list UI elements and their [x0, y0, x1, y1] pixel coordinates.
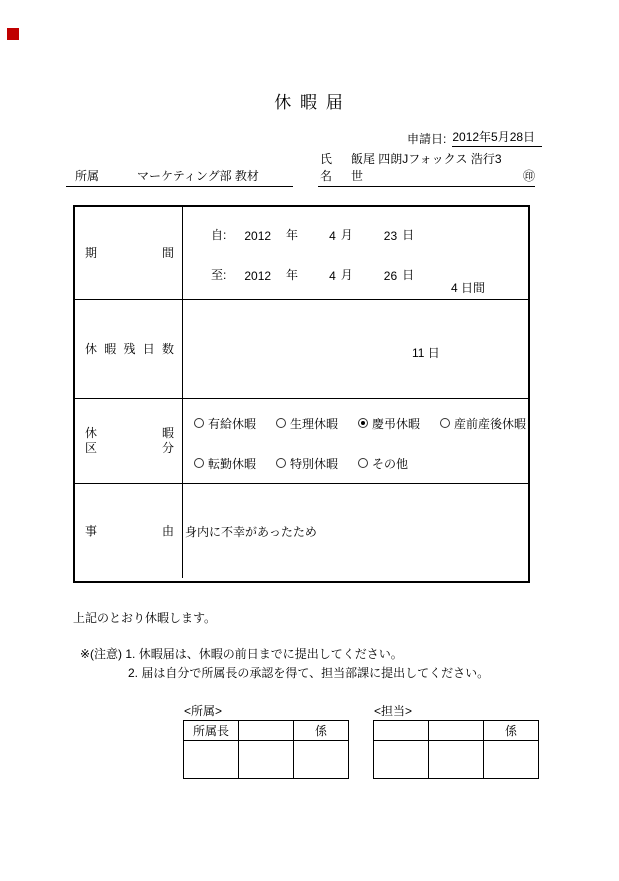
approval-header-cell [374, 721, 429, 741]
radio-icon[interactable] [440, 418, 450, 428]
stamp-cell [429, 741, 484, 779]
radio-option-maternity-leave[interactable]: 産前産後休暇 [440, 415, 526, 432]
radio-icon-selected[interactable] [358, 418, 368, 428]
application-date-label: 申請日: [407, 132, 447, 146]
department-field[interactable] [66, 168, 293, 187]
reason-label: 事由 [75, 484, 183, 578]
application-date-field[interactable] [407, 128, 542, 147]
red-marker [7, 28, 19, 40]
closing-statement: 上記のとおり休暇します。 [73, 611, 217, 625]
department-approval-title: <所属> [184, 704, 223, 718]
radio-option-transfer-leave[interactable]: 転勤休暇 [194, 455, 256, 472]
approval-header-cell: 係 [294, 721, 349, 741]
period-to-day: 26 [383, 269, 398, 283]
period-from-year: 2012 [244, 229, 272, 243]
period-to-month: 4 [329, 269, 336, 283]
remaining-days-cell[interactable] [183, 300, 528, 398]
approval-header-cell: 係 [484, 721, 539, 741]
radio-option-menstrual-leave[interactable]: 生理休暇 [276, 415, 338, 432]
category-options-row-2 [183, 455, 528, 471]
leave-form-table [73, 205, 530, 583]
radio-icon[interactable] [276, 418, 286, 428]
leave-category-label: 休暇 区分 [75, 399, 183, 483]
stamp-cell [374, 741, 429, 779]
name-label: 氏名 [320, 152, 333, 183]
seal-icon: ㊞ [522, 169, 535, 183]
period-from-month: 4 [329, 229, 336, 243]
period-to-line: 至: 2012 年 4 月 26 日 [211, 268, 415, 283]
leave-category-cell [183, 399, 528, 483]
staff-approval-title: <担当> [374, 704, 413, 718]
remaining-days-row [75, 299, 528, 398]
remaining-days-label: 休暇残日数 [75, 300, 183, 398]
period-row [75, 207, 528, 299]
staff-approval-table [373, 720, 539, 779]
reason-cell[interactable] [183, 484, 528, 578]
stamp-cell [484, 741, 539, 779]
radio-icon[interactable] [194, 418, 204, 428]
radio-option-other[interactable]: その他 [358, 455, 408, 472]
approval-header-cell [239, 721, 294, 741]
reason-row [75, 483, 528, 578]
note-line-2: 2. 届は自分で所属長の承認を得て、担当部課に提出してください。 [128, 666, 490, 680]
remaining-days-value: 11 日 [412, 346, 440, 360]
period-to-year: 2012 [244, 269, 272, 283]
name-value: 飯尾 四朗Jフォックス 浩行3世 [350, 152, 502, 183]
approval-header-cell: 所属長 [184, 721, 239, 741]
note-line-1: ※(注意) 1. 休暇届は、休暇の前日までに提出してください。 [80, 647, 403, 661]
department-approval-table [183, 720, 349, 779]
period-row-label: 期間 [75, 207, 183, 299]
page-title: 休 暇 届 [274, 93, 345, 112]
stamp-cell [294, 741, 349, 779]
radio-icon[interactable] [276, 458, 286, 468]
period-from-day: 23 [383, 229, 398, 243]
period-to-prefix: 至: [211, 268, 227, 282]
radio-option-paid-leave[interactable]: 有給休暇 [194, 415, 256, 432]
name-field[interactable] [318, 152, 535, 187]
leave-category-row [75, 398, 528, 483]
approval-header-cell [429, 721, 484, 741]
period-from-line: 自: 2012 年 4 月 23 日 [211, 228, 415, 243]
reason-value: 身内に不幸があったため [185, 524, 317, 539]
stamp-cell [239, 741, 294, 779]
application-date-value: 2012年5月28日 [452, 128, 542, 147]
department-label: 所属 [75, 169, 100, 183]
radio-icon[interactable] [194, 458, 204, 468]
period-from-prefix: 自: [211, 228, 227, 242]
radio-icon[interactable] [358, 458, 368, 468]
category-options-row-1 [183, 415, 528, 431]
stamp-cell [184, 741, 239, 779]
period-cell[interactable] [183, 207, 528, 299]
total-days: 4 日間 [450, 281, 485, 295]
department-value: マーケティング部 教材 [137, 169, 259, 183]
radio-option-condolence-leave[interactable]: 慶弔休暇 [358, 415, 420, 432]
radio-option-special-leave[interactable]: 特別休暇 [276, 455, 338, 472]
